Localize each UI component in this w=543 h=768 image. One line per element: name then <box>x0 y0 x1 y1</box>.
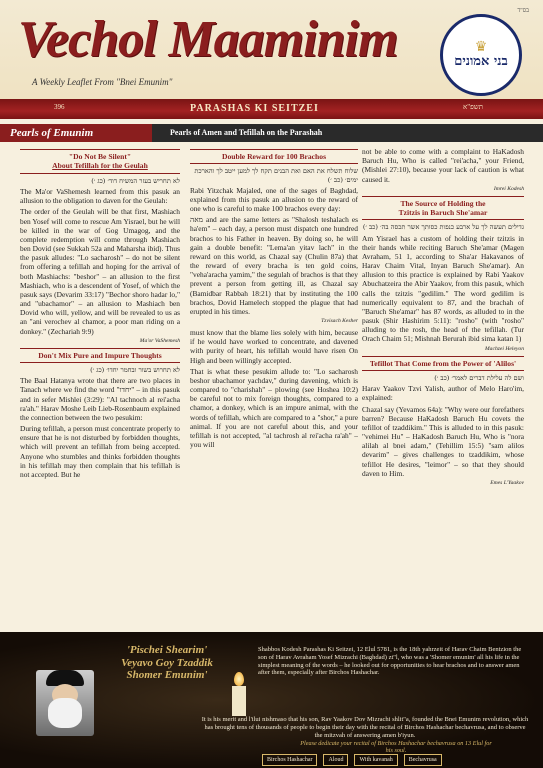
paragraph: The Baal Hatanya wrote that there are two places in Tanach where we find the word "יחדו" – in this pasuk and in sefer Mishlei (3:29): "Al tachnoch al rei'acha ra'ah." Harav Moshe Leib Lieb-Rosenbaum explained the connection between the two pesukim: <box>20 376 180 422</box>
heading-line: Don't Mix Pure and Impure Thoughts <box>38 350 162 360</box>
paragraph: Chazal say (Yevamos 64a): "Why were our forefathers barren? Because HaKadosh Baruch Hu covets the tefillot of tzaddikim." This is alluded to in this pasuk: "vehimei Hu" – HaKadosh Baruch Hu, Who is "nora alilah al bnei adam," (Tehillim 15:5) "sam alilos devarim" – gives challenges to tzaddikim, whose tefillot He desires, "leimor" – so that they should daven to Him. <box>362 404 524 478</box>
tag-with-kavanah: With kavanah <box>354 754 397 766</box>
tag-birchos-hashachar: Birchos Hashachar <box>262 754 317 766</box>
hebrew-verse: ושם לה עלילת דברים לאמר׳ (כב ׳) <box>434 373 524 382</box>
source-signature: Tzvisach Kesher <box>321 318 358 325</box>
paragraph: During tefillah, a person must concentrate properly to ensure that he is not disturbed by forbidden thoughts, which will prevent an tefillah from being accepted. Anyone who stumbles and thinks forbidden thoughts in his tefillah may then complain that his tefillah is not accepted. But he <box>20 424 180 479</box>
hebrew-verse: לא תחרוש בשור ובחמר יחדו׳ (כג ׳) <box>90 366 180 375</box>
bnei-emunim-logo <box>440 14 522 96</box>
crown-icon: ♛ <box>474 39 488 55</box>
pischei-shearim-title <box>92 644 242 682</box>
source-signature: Machzei Heleyon <box>485 345 524 352</box>
issue-year: תשפ"א <box>463 103 483 111</box>
paragraph: Rabi Yitzchak Majaled, one of the sages of Baghdad, explained from this pasuk an allusion to the reward of one who is careful to make 100 brachos every day: <box>190 185 358 214</box>
column-2 <box>190 147 358 451</box>
candle-flame-icon <box>234 672 244 686</box>
heading-line: The Source of Holding the <box>400 198 486 208</box>
title-line: Shomer Emunim' <box>126 669 208 682</box>
issue-band <box>0 99 543 119</box>
section-title: Pearls of Emunim <box>0 124 152 142</box>
paragraph: Harav Yaakov Tzvi Yalish, author of Melo Haro'im, explained: <box>362 384 524 403</box>
source-signature: Emes L'Yaakov <box>490 479 524 486</box>
issue-number: 396 <box>54 103 65 111</box>
article-heading <box>190 149 358 164</box>
parasha-name: PARASHAS KI SEITZEI <box>190 103 319 114</box>
heading-line: About Tefillah for the Geulah <box>52 161 148 171</box>
footer-tag-bar <box>262 754 442 766</box>
rabbi-portrait <box>36 670 94 736</box>
heading-line: Double Reward for 100 Brachos <box>221 152 327 161</box>
article-heading <box>20 149 180 174</box>
paragraph: מאה and are the same letters as "Shalosh teshalach es ha'em" – each day, a person must dispatch one hundred brachos to his Father in heaven. By doing so, he will gain a double benefit: "Lema'an yitav lach" in the reward on this world, as Chazal say (Chulin 87a) that the reward of every bracha is ten gold coins, "veha'aracha yamim," the segulah of brachos is that they prevent a person from getting ill, as Chazal say (Bamidbar Rabbah 18:21) that by instituting the 100 brachos, Dovid Hamelech stopped the plague that had erupted in his times. <box>190 215 358 316</box>
masthead <box>0 0 543 112</box>
column-1 <box>20 147 180 481</box>
paragraph: Am Yisrael has a custom of holding their tzitzis in their hands while reciting Baruch She'amar (Magen Avraham, 51 1, according to Sha'ar Hakavanos of Harav Chaim Vital, Inyan Baruch She'amar). An allusion to this practice is explained by Rabi Yaakov Abuchatzeira the Abir Yaakov, from this pasuk, which calls the tzitzis "gedilim." The word gedilim is numerically equivalent to 87, and the brachah of "Baruch She'amar" has 87 words, as alluded to in the pasuk (Shir Hashirim 5:11): "rosho" (with "rosho" alluding to the rosh, the head of the tefillah. (Tur Orach Chaim 51; Mishnah Berurah ibid sima katan 1) <box>362 233 524 344</box>
hebrew-verse: גדילים תעשה לך על ארבע כנפות כסותך אשר תכסה בה׳ (כב ׳) <box>362 223 524 232</box>
source-signature: Imrei Kodesh <box>493 185 524 192</box>
article-heading <box>20 348 180 363</box>
article-heading <box>362 196 524 221</box>
paragraph: The Ma'or VaShemesh learned from this pasuk an allusion to the obligation to daven for the Geulah: <box>20 186 180 206</box>
title-line: 'Pischei Shearim' <box>126 644 208 656</box>
logo-text: בני אמונים <box>454 53 508 69</box>
hebrew-verse: שלוח תשלח את האם ואת הבנים תקח לך למען ייטב לך והארכת ימים׳ (כב ׳) <box>194 167 358 184</box>
section-bar <box>0 124 543 142</box>
heading-line: "Do Not Be Silent" <box>68 152 132 161</box>
portrait-beard <box>48 698 82 728</box>
tagline: A Weekly Leaflet From "Bnei Emunim" <box>32 77 173 87</box>
hebrew-verse: לא תחריש בעזר המשיח דוד׳ (כג ׳) <box>91 176 180 185</box>
title-line: Veyavo Goy Tzaddik <box>121 656 213 669</box>
leaflet-title: Vechol Maaminim <box>18 11 398 68</box>
heading-line: Tefillot That Come from the Power of 'Alilos' <box>369 358 517 368</box>
candle-icon <box>232 686 246 716</box>
article-heading <box>362 356 524 371</box>
merit-text: It is his merit and l'ilui nishmaso that his son, Rav Yaakov Dov Mizrachi shlit"a, founded the Bnei Emunim revolution, which has brought tens of thousands of people to begin their day with the recital of Birchos Hashachar bechavrusa, and to observe the mitzvah of answering amen b'iyun. <box>201 716 529 739</box>
paragraph: must know that the blame lies solely with him, because if he would have worked to concentrate, and davened with purity of heart, his tefillah would have risen On High and been willingly accepted. <box>190 328 358 365</box>
paragraph: not be able to come with a complaint to HaKadosh Baruch Hu, Who is called "rei'acha," your Friend, (Mishlei 27:10), because your lack of caution is what caused it. <box>362 147 524 184</box>
bsd-mark: בס"ד <box>517 8 529 14</box>
heading-line: Tzitzis in Baruch She'amar <box>398 208 488 218</box>
tag-aloud: Aloud <box>323 754 348 766</box>
tag-bechavrusa: Bechavrusa <box>404 754 442 766</box>
paragraph: That is what these pesukim allude to: "Lo sacharosh beshor ubachamor yachdav," during davening, which is compared to "charishah" – plowing (see Hoshea 10:2) be careful not to mix foreign thoughts, compared to a chamor, a donkey, which is an impure animal, with the words of tefillah, which are compared to a "shor," a pure animal. If you are not careful about this, and your tefillah is not accepted, "al tachrosh al rei'acha ra'ah" – you will <box>190 366 358 450</box>
paragraph: The order of the Geulah will be that first, Mashiach ben Yosef will come to rescue Am Yisrael, but he will be killed in the war of Gog Umagog, and the complete redemption will come through Mashiach ben Dovid (see Sukkah 52a and Maharsha ibid). Thus the pasuk alludes: "Lo sacharosh" – do not be silent from offering a tefillah and hoping for the arrival of both Mashiachs: "beshor" – an allusion to the first Mashiach, who is a descendent of Yosef, of which the pasuk says (Devarim 33:17) "Bechor shoro hadar lo," and "ubachamor" – an allusion to Mashiach ben Dovid who will, yellow, and will be revealed to us as an "ani verochev al chamor, a poor man riding on a donkey." (Zechariah 9:9) <box>20 207 180 336</box>
dedication-text: Please dedicate your recital of Birchos Hashachar bechavrusa on 13 Elul for his soul. <box>300 740 492 754</box>
yahrzeit-text: Shabbos Kodesh Parashas Ki Seitzei, 12 Elul 5781, is the 18th yahrzeit of Harav Chaim Bentzion the son of Harav Avraham Yosef Mizrachi (Baghdad) zt"l, who was a 'Shomer emunim' all his life in the simplest meaning of the words – he looked out for opportunities to hear brachos and to answer amen after them, especially after Birchos Hashachar. <box>258 646 522 677</box>
section-subtitle: Pearls of Amen and Tefillah on the Parashah <box>170 128 323 137</box>
source-signature: Ma'or VaShemesh <box>139 337 180 344</box>
column-3 <box>362 147 524 490</box>
